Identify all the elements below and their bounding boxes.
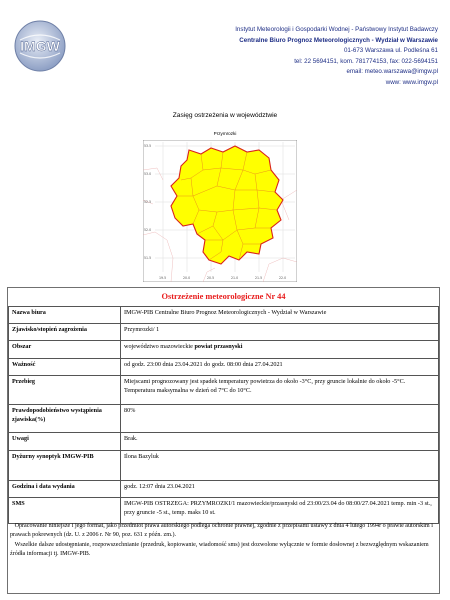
table-row bbox=[9, 405, 439, 433]
row-value: IMGW-PIB Centralne Biuro Prognoz Meteorologicznych - Wydział w Warszawie bbox=[121, 307, 439, 324]
lon-label: 22.0 bbox=[279, 276, 287, 280]
row-value: IMGW-PIB OSTRZEGA: PRZYMROZKI/1 mazowieckie/przasnyski od 23:00/23.04 do 08:00/27.04.2021 temp. min -3 st., przy gruncie -5 st., temp. maks 10 st. bbox=[121, 498, 439, 524]
row-label: SMS bbox=[9, 498, 121, 524]
website: www: www.imgw.pl bbox=[385, 78, 438, 86]
address: 01-673 Warszawa ul. Podleśna 61 bbox=[343, 47, 438, 55]
map-title: Zasięg ostrzeżenia w województwie bbox=[172, 112, 278, 119]
row-label: Prawdopodobieństwo wystąpienia zjawiska(%) bbox=[9, 405, 121, 433]
row-value: Ilona Bazyluk bbox=[121, 451, 439, 481]
imgw-logo bbox=[14, 20, 66, 72]
table-row bbox=[9, 376, 439, 405]
area-county: powiat przasnyski bbox=[194, 343, 243, 350]
row-value: Przymrozki/ 1 bbox=[121, 324, 439, 341]
usage-text: Wszelkie dalsze udostępnianie, rozpowszechnianie (przedruk, kopiowanie, wiadomość sms) jest dozwolone wyłącznie w formie dosłownej z bezwzględnym wskazaniem źródła informacji tj. IMGW-PIB. bbox=[10, 541, 429, 558]
row-label: Godzina i data wydania bbox=[9, 481, 121, 498]
lat-label: 52.0 bbox=[144, 228, 152, 232]
usage-note bbox=[10, 541, 438, 560]
row-value: Miejscami prognozowany jest spadek temperatury powietrza do około -3°C, przy gruncie lokalnie do około -5°C. Temperatura maksymalna w dzień od 7°C do 10°C. bbox=[121, 376, 439, 405]
area-prefix: województwo mazowieckie bbox=[124, 343, 195, 350]
warning-table bbox=[8, 306, 439, 524]
lat-label: 53.0 bbox=[144, 172, 152, 176]
row-value: Brak. bbox=[121, 433, 439, 451]
lat-label: 51.5 bbox=[144, 256, 152, 260]
institute-name: Instytut Meteorologii i Gospodarki Wodnej - Państwowy Instytut Badawczy bbox=[235, 26, 438, 33]
row-label: Przebieg bbox=[9, 376, 121, 405]
phone: tel: 22 5694151, kom. 781774153, fax: 022-5694151 bbox=[294, 57, 438, 65]
lon-label: 21.5 bbox=[255, 276, 263, 280]
warning-map bbox=[143, 140, 297, 282]
lon-label: 20.0 bbox=[183, 276, 191, 280]
row-value: godz. 12:07 dnia 23.04.2021 bbox=[121, 481, 439, 498]
warning-title: Ostrzeżenie meteorologiczne Nr 44 bbox=[161, 292, 286, 301]
table-row bbox=[9, 451, 439, 481]
table-row bbox=[9, 324, 439, 341]
row-value: od godz. 23:00 dnia 23.04.2021 do godz. 08:00 dnia 27.04.2021 bbox=[121, 359, 439, 376]
copyright-text: Opracowanie niniejsze i jego format, jako przedmiot prawa autorskiego podlega ochronie prawnej, zgodnie z przepisami ustawy z dnia 4 lutego 1994r o prawie autorskim i prawach pokrewnych (dz. U. z 2006 r. Nr 90, poz. 631 z późn. zm.). bbox=[10, 523, 433, 539]
table-row bbox=[9, 359, 439, 376]
lon-label: 20.5 bbox=[207, 276, 215, 280]
lon-label: 19.5 bbox=[159, 276, 167, 280]
table-row bbox=[9, 307, 439, 324]
lon-label: 21.0 bbox=[231, 276, 239, 280]
legal-footer bbox=[10, 522, 438, 560]
bureau-name: Centralne Biuro Prognoz Meteorologicznych - Wydział w Warszawie bbox=[239, 36, 438, 44]
row-label: Obszar bbox=[9, 341, 121, 359]
table-row bbox=[9, 481, 439, 498]
lat-label: 53.5 bbox=[144, 144, 152, 148]
table-row bbox=[9, 498, 439, 524]
row-value: 80% bbox=[121, 405, 439, 433]
logo-text: IMGW bbox=[20, 38, 60, 54]
email: email: meteo.warszawa@imgw.pl bbox=[346, 68, 438, 76]
row-label: Dyżurny synoptyk IMGW-PIB bbox=[9, 451, 121, 481]
institution-header bbox=[138, 25, 438, 89]
row-label: Ważność bbox=[9, 359, 121, 376]
table-row bbox=[9, 341, 439, 359]
row-label: Uwagi bbox=[9, 433, 121, 451]
row-label: Zjawisko/stopień zagrożenia bbox=[9, 324, 121, 341]
row-label: Nazwa biura bbox=[9, 307, 121, 324]
copyright-note bbox=[10, 522, 438, 541]
row-value bbox=[121, 341, 439, 359]
lat-label: 52.5 bbox=[144, 200, 152, 204]
map-subtitle: Przymrozki bbox=[213, 131, 237, 136]
table-row bbox=[9, 433, 439, 451]
